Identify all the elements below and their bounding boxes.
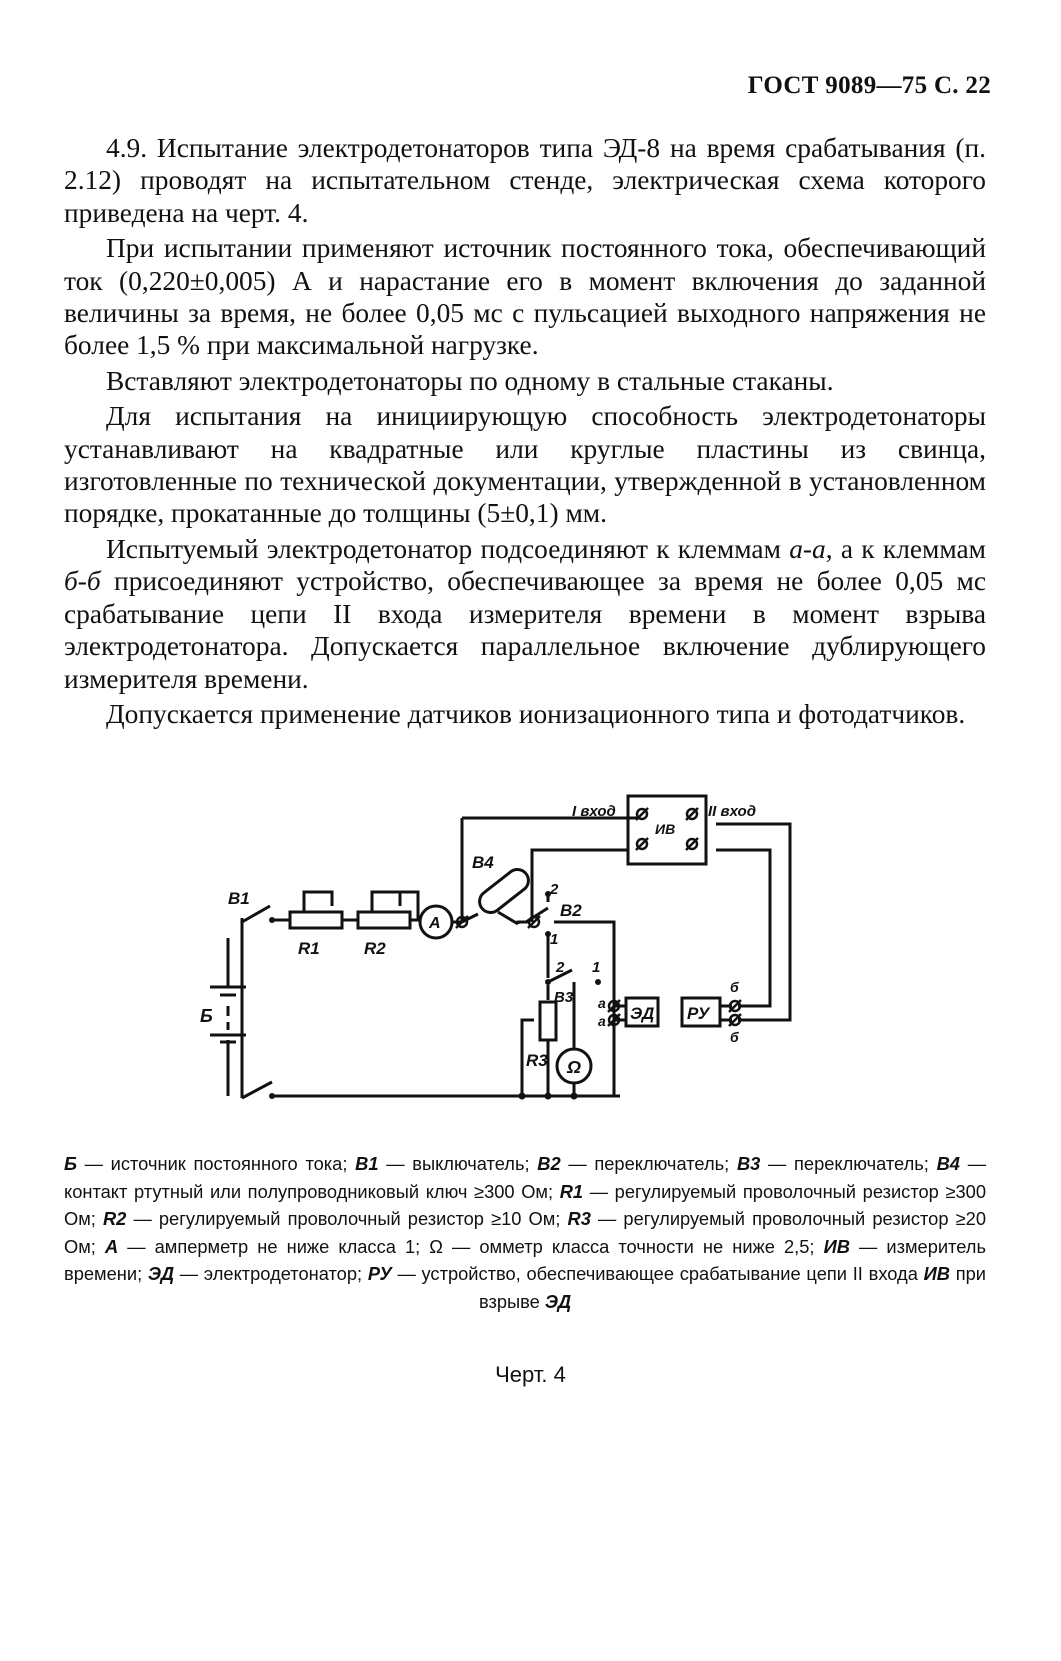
resistor-r1	[290, 912, 342, 928]
text-fragment: присоединяют устройство, обеспечивающее за время не более 0,05 мс срабатывание цепи II входа измерителя времени в момент взрыва электродетонатора. Допускается параллельное включение дублирующего измерителя времени.	[64, 566, 986, 694]
wire	[716, 850, 770, 1006]
resistor-r3	[540, 1002, 556, 1040]
label-b4: В4	[472, 853, 494, 872]
caption-term: В1	[355, 1153, 379, 1174]
label-terminal-b2: б	[730, 1029, 739, 1045]
caption-description: — переключатель;	[760, 1153, 937, 1174]
label-sw2-pos1: 1	[550, 931, 559, 948]
label-sw3-pos2: 2	[556, 959, 565, 976]
label-b3: В3	[554, 989, 574, 1006]
label-terminal-a2: а	[598, 1013, 606, 1029]
switch-b1-blade	[242, 906, 270, 922]
switch-b1-blade	[242, 1082, 272, 1098]
caption-description: — измеритель времени;	[64, 1235, 986, 1285]
caption-description: — амперметр не ниже класса 1; Ω — омметр класса точности не ниже 2,5;	[118, 1235, 824, 1257]
resistor-r2-wiper	[372, 892, 400, 912]
label-iv: ИВ	[655, 821, 676, 837]
paragraph-lead-plates: Для испытания на инициирующую способность электродетонаторы устанавливают на квадратные или круглые пластины из свинца, изготовленные по технической документации, утвержденной в установленном порядке, прокатанные до толщины (5±0,1) мм.	[64, 401, 986, 529]
caption-description: — устройство, обеспечивающее срабатывание цепи II входа	[391, 1263, 924, 1285]
label-ru: РУ	[687, 1004, 710, 1023]
label-b2: В2	[560, 901, 582, 920]
label-terminal-a1: а	[598, 995, 606, 1011]
caption-term: ЭД	[544, 1290, 572, 1312]
caption-term: R3	[567, 1208, 591, 1230]
junction-dot	[571, 1093, 578, 1100]
caption-term: Б	[64, 1153, 77, 1174]
label-terminal-b1: б	[730, 979, 739, 995]
terminal-dot	[269, 917, 275, 923]
paragraph-connection	[64, 533, 986, 695]
label-input1: I вход	[572, 803, 616, 820]
mercury-contact-b4	[475, 865, 533, 917]
label-ohmmeter: Ω	[567, 1057, 582, 1077]
paragraph-power-source: При испытании применяют источник постоянного тока, обеспечивающий ток (0,220±0,005) А и нарастание его в момент включения до заданной величины за время, не более 0,05 мс с пульсацией выходного напряжения не более 1,5 % при максимальной нагрузке.	[64, 233, 986, 361]
term-bb: б-б	[64, 566, 101, 597]
terminal-dot	[545, 979, 551, 985]
caption-description: — выключатель;	[378, 1153, 538, 1174]
label-sw3-pos1: 1	[592, 959, 601, 976]
label-b1: В1	[228, 889, 250, 908]
caption-description: — источник постоянного тока;	[76, 1153, 356, 1174]
resistor-r1-wiper	[304, 892, 332, 912]
caption-description: — переключатель;	[560, 1153, 737, 1174]
paragraph-sensors: Допускается применение датчиков ионизационного типа и фотодатчиков.	[106, 698, 966, 729]
figure-caption	[64, 1150, 986, 1316]
terminal-dot	[595, 979, 601, 985]
caption-term: R2	[102, 1208, 127, 1230]
label-r1: R1	[298, 939, 320, 958]
caption-term: R1	[559, 1180, 584, 1202]
caption-description: — регулируемый проволочный резистор ≥20 Ом;	[64, 1208, 986, 1257]
caption-term: В2	[537, 1153, 561, 1174]
wire	[716, 824, 790, 1020]
caption-term: РУ	[367, 1263, 392, 1285]
caption-description: при взрыве	[478, 1263, 987, 1312]
caption-description: — контакт ртутный или полупроводниковый ключ ≥300 Ом;	[64, 1153, 986, 1202]
wire	[498, 912, 518, 924]
body-text	[64, 132, 986, 730]
junction-dot	[545, 1093, 552, 1100]
caption-description: — электродетонатор;	[174, 1263, 368, 1285]
figure-label: Черт. 4	[495, 1362, 566, 1387]
label-ed: ЭД	[630, 1004, 655, 1023]
label-input2: II вход	[708, 803, 756, 820]
circuit-diagram	[200, 790, 860, 1140]
label-ammeter: A	[429, 915, 441, 932]
label-r2: R2	[364, 939, 386, 958]
caption-term: ИВ	[823, 1235, 850, 1257]
label-r3: R3	[526, 1051, 548, 1070]
junction-dot	[519, 1093, 526, 1100]
paragraph-insert-detonators: Вставляют электродетонаторы по одному в стальные стаканы.	[106, 365, 834, 396]
text-fragment: , а к клеммам	[825, 533, 986, 564]
caption-description: — регулируемый проволочный резистор ≥10 Ом;	[126, 1208, 568, 1230]
label-sw2-pos2: 2	[550, 881, 559, 898]
circuit-svg	[200, 790, 860, 1140]
caption-term: В4	[936, 1153, 960, 1174]
label-battery: Б	[200, 1006, 213, 1026]
paragraph-4-9: 4.9. Испытание электродетонаторов типа ЭД-8 на время срабатывания (п. 2.12) проводят на испытательном стенде, электрическая схема которого приведена на черт. 4.	[64, 133, 986, 228]
page-header: ГОСТ 9089—75 С. 22	[747, 72, 991, 99]
caption-term: ИВ	[923, 1263, 950, 1285]
term-aa: а-а	[789, 533, 826, 564]
resistor-r2	[358, 912, 410, 928]
text-fragment: Испытуемый электродетонатор подсоединяют к клеммам	[106, 533, 790, 564]
caption-term: В3	[736, 1153, 761, 1174]
caption-description: — регулируемый проволочный резистор ≥300 Ом;	[64, 1180, 986, 1230]
caption-term: А	[104, 1235, 119, 1257]
caption-term: ЭД	[147, 1263, 175, 1285]
terminal-dot	[269, 1093, 275, 1099]
